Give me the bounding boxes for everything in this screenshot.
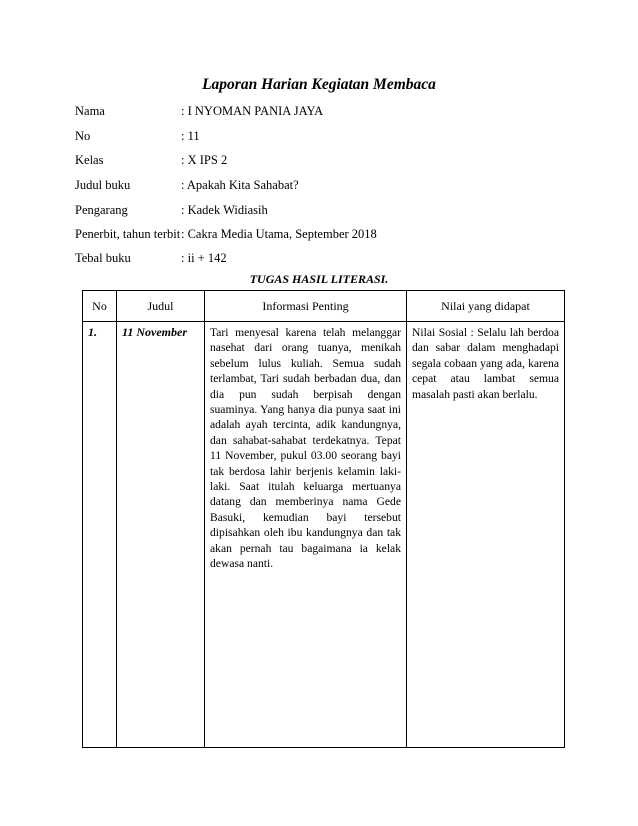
info-label: Tebal buku [75,251,131,265]
page-title: Laporan Harian Kegiatan Membaca [202,76,436,93]
info-value: : Cakra Media Utama, September 2018 [181,227,377,241]
cell-nilai-yang-didapat: Nilai Sosial : Selalu lah berdoa dan sabar dalam menghadapi segala cobaan yang ada, karena cepat atau lambat semua masalah pasti akan berlalu. [407,322,565,748]
info-row-penerbit [75,227,377,242]
info-value: : Kadek Widiasih [181,203,268,217]
cell-no: 1. [83,322,117,748]
info-row-no [75,129,200,144]
info-value: : 11 [181,129,200,143]
header-informasi-penting: Informasi Penting [205,291,407,322]
info-label: Judul buku [75,178,131,192]
literacy-table [82,290,565,748]
info-value: : Apakah Kita Sahabat? [181,178,299,192]
cell-judul: 11 November [117,322,205,748]
info-value: : ii + 142 [181,251,227,265]
info-row-pengarang [75,203,268,218]
info-row-kelas [75,153,227,168]
info-label: Kelas [75,153,104,167]
cell-informasi-penting: Tari menyesal karena telah melanggar nasehat dari orang tuanya, menikah sebelum lulus kuliah. Semua sudah terlambat, Tari sudah berbadan dua, dan dia pun sudah berpisah dengan suaminya. Yang hanya dia punya saat ini adalah ayah tercinta, adik kandungnya, dan sahabat-sahabat terdekatnya. Tepat 11 November, pukul 03.00 seorang bayi tak berdosa lahir berjenis kelamin laki-laki. Saat itulah keluarga mertuanya datang dan memberinya nama Gede Basuki, kemudian bayi tersebut dipisahkan oleh ibu kandungnya dan tak akan pernah tau bagaimana ia kelak dewasa nanti. [205,322,407,748]
info-value: : X IPS 2 [181,153,228,167]
header-judul: Judul [117,291,205,322]
info-label: No [75,129,91,143]
header-nilai-yang-didapat: Nilai yang didapat [407,291,565,322]
info-label: Nama [75,104,105,118]
info-row-judul-buku [75,178,299,193]
table-header-row [83,291,565,322]
info-label: Pengarang [75,203,128,217]
section-subtitle: TUGAS HASIL LITERASI. [249,272,389,286]
info-row-nama [75,104,323,119]
table-row [83,322,565,748]
info-row-tebal-buku [75,251,227,266]
info-value: : I NYOMAN PANIA JAYA [181,104,324,118]
header-no: No [83,291,117,322]
info-label: Penerbit, tahun terbit [75,227,181,241]
